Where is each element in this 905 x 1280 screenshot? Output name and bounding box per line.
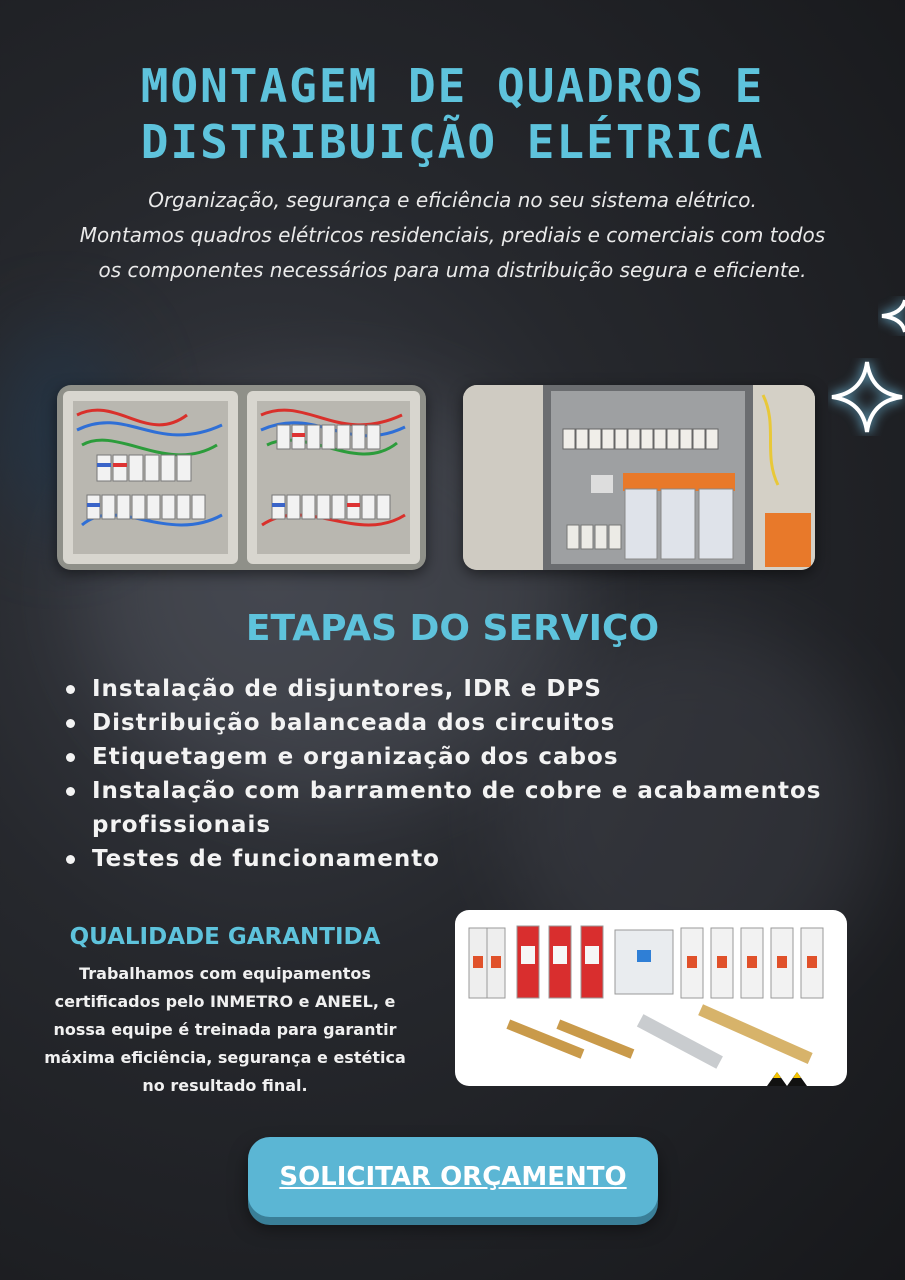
quality-line-2: certificados pelo INMETRO e ANEEL, e — [54, 992, 396, 1011]
subtitle-line-1: Organização, segurança e eficiência no seu sistema elétrico. — [148, 188, 757, 212]
electrical-cabinet-icon — [463, 385, 815, 570]
quality-line-3: nossa equipe é treinada para garantir — [53, 1020, 397, 1039]
sparkle-icon — [828, 358, 905, 436]
quality-title: QUALIDADE GARANTIDA — [69, 924, 381, 950]
title-line-1: MONTAGEM DE QUADROS E — [140, 59, 765, 113]
steps-list — [60, 672, 850, 876]
page-title — [0, 58, 905, 170]
list-item: Instalação de disjuntores, IDR e DPS — [60, 672, 850, 706]
breakers-components-icon — [455, 910, 847, 1086]
request-quote-button[interactable]: SOLICITAR ORÇAMENTO — [248, 1137, 658, 1217]
residential-panels-photo — [57, 385, 426, 570]
quality-line-5: no resultado final. — [142, 1076, 308, 1095]
sparkle-icon — [878, 296, 905, 336]
quality-text — [20, 960, 430, 1100]
subtitle-line-2: Montamos quadros elétricos residenciais, prediais e comerciais com todos — [79, 223, 826, 247]
commercial-panel-photo — [463, 385, 815, 570]
steps-title: ETAPAS DO SERVIÇO — [245, 608, 660, 649]
components-photo — [455, 910, 847, 1086]
electrical-panel-icon — [57, 385, 426, 570]
subtitle-line-3: os componentes necessários para uma distribuição segura e eficiente. — [98, 258, 807, 282]
title-line-2: DISTRIBUIÇÃO ELÉTRICA — [140, 115, 765, 169]
list-item: Distribuição balanceada dos circuitos — [60, 706, 850, 740]
list-item: Testes de funcionamento — [60, 842, 850, 876]
list-item: Etiquetagem e organização dos cabos — [60, 740, 850, 774]
quality-line-4: máxima eficiência, segurança e estética — [44, 1048, 406, 1067]
quality-line-1: Trabalhamos com equipamentos — [79, 964, 371, 983]
list-item: Instalação com barramento de cobre e acabamentos profissionais — [60, 774, 850, 842]
page-subtitle — [40, 183, 865, 288]
